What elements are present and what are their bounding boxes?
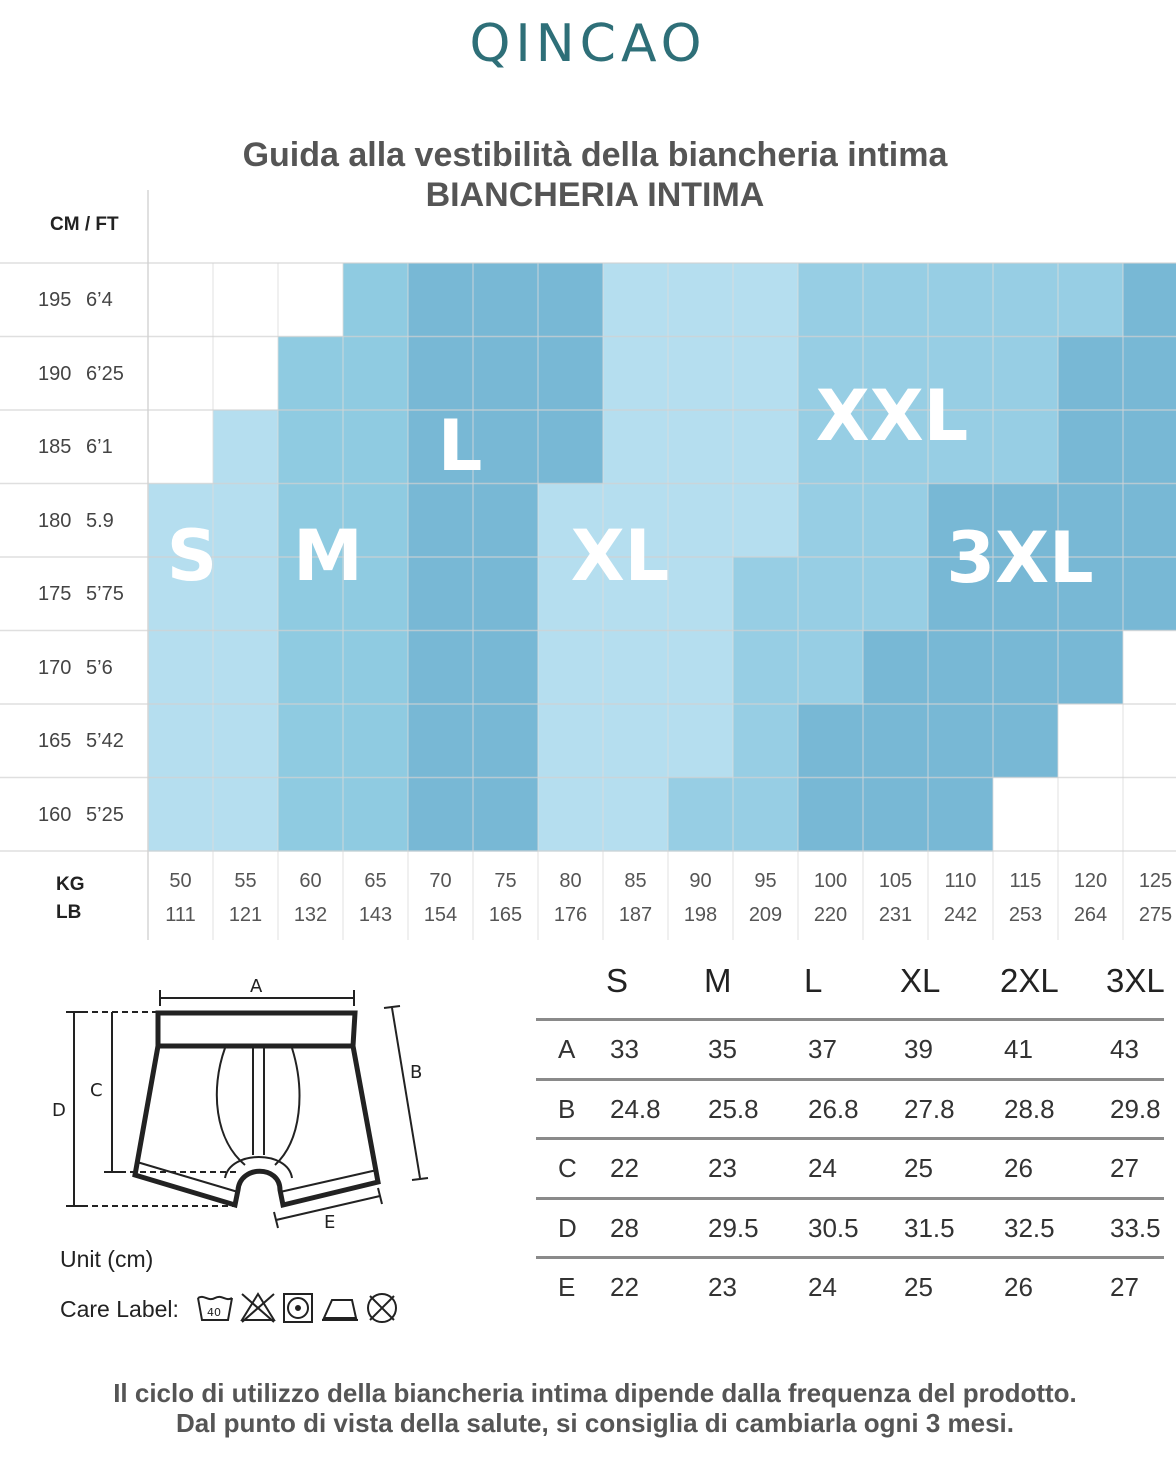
table-cell: 24 xyxy=(808,1153,837,1183)
zone-cell-M xyxy=(343,410,409,484)
size-label-XL: XL xyxy=(570,515,670,597)
zone-cell-L xyxy=(408,484,474,558)
weight-lb: 132 xyxy=(293,904,328,926)
weight-kg: 65 xyxy=(364,870,387,892)
weight-kg: 50 xyxy=(169,870,192,892)
weight-kg: 75 xyxy=(494,870,517,892)
height-label xyxy=(38,289,113,312)
zone-cell-L xyxy=(473,704,539,778)
zone-cell-S xyxy=(148,778,214,852)
zone-cell-L xyxy=(473,778,539,852)
table-divider xyxy=(536,1256,1164,1259)
height-ft: 5.9 xyxy=(86,509,114,532)
table-cell: 23 xyxy=(708,1272,737,1302)
size-label-L: L xyxy=(437,405,483,487)
zone-cell-XL xyxy=(668,263,734,337)
zone-cell-3XL xyxy=(863,704,929,778)
table-row-label: A xyxy=(558,1034,576,1064)
height-ft: 6’25 xyxy=(86,362,124,385)
size-label-S: S xyxy=(166,515,218,597)
weight-lb: 231 xyxy=(878,904,913,926)
height-cm: 185 xyxy=(38,436,72,458)
weight-kg: 120 xyxy=(1073,870,1108,892)
table-cell: 25 xyxy=(904,1153,933,1183)
zone-cell-XL xyxy=(668,557,734,631)
weight-lb: 209 xyxy=(748,904,783,926)
table-cell: 27 xyxy=(1110,1153,1139,1183)
height-ft: 5’42 xyxy=(86,730,124,752)
table-cell: 30.5 xyxy=(808,1212,859,1243)
zone-cell-3XL xyxy=(1123,263,1176,337)
tumble-dry-icon xyxy=(284,1294,312,1322)
size-label-M: M xyxy=(293,515,363,597)
zone-cell-3XL xyxy=(1123,337,1176,411)
page-title: Guida alla vestibilità della biancheria intima xyxy=(242,136,948,174)
height-label xyxy=(38,583,124,606)
zone-cell-empty xyxy=(1123,631,1176,705)
zone-cell-XXL xyxy=(733,778,799,852)
table-cell: 25.8 xyxy=(708,1093,759,1124)
height-axis-label: CM / FT xyxy=(50,214,119,235)
dim-label-b: B xyxy=(410,1062,423,1083)
table-cell: 37 xyxy=(808,1034,837,1064)
size-label-3XL: 3XL xyxy=(946,517,1094,599)
zone-cell-L xyxy=(538,263,604,337)
weight-lb: 220 xyxy=(813,904,848,926)
table-cell: 32.5 xyxy=(1004,1212,1055,1243)
zone-cell-XL xyxy=(603,631,669,705)
table-divider xyxy=(536,1018,1164,1021)
zone-cell-L xyxy=(408,263,474,337)
weight-kg: 115 xyxy=(1009,870,1042,892)
table-cell: 31.5 xyxy=(904,1212,955,1243)
zone-cell-empty xyxy=(148,337,214,411)
care-icons xyxy=(196,1290,406,1326)
svg-text:40: 40 xyxy=(207,1306,221,1319)
zone-cell-3XL xyxy=(863,631,929,705)
weight-kg: 105 xyxy=(878,870,913,892)
zone-cell-L xyxy=(538,410,604,484)
table-cell: 24 xyxy=(808,1272,837,1302)
zone-cell-S xyxy=(213,704,279,778)
zone-cell-S xyxy=(148,631,214,705)
table-cell: 29.5 xyxy=(708,1212,759,1243)
zone-cell-XL xyxy=(733,484,799,558)
brand-logo-text: QINCAO xyxy=(469,14,707,74)
no-dry-clean-icon xyxy=(368,1294,396,1322)
zone-cell-XL xyxy=(733,410,799,484)
zone-cell-L xyxy=(473,410,539,484)
zone-cell-XL xyxy=(538,704,604,778)
zone-cell-M xyxy=(343,778,409,852)
zone-cell-XL xyxy=(603,704,669,778)
zone-cell-XL xyxy=(668,337,734,411)
zone-cell-3XL xyxy=(1123,484,1176,558)
zone-cell-L xyxy=(408,557,474,631)
wash-40-icon xyxy=(198,1297,232,1320)
zone-cell-XL xyxy=(733,337,799,411)
height-ft: 6’1 xyxy=(86,436,113,458)
weight-kg: 55 xyxy=(234,870,257,892)
zone-cell-M xyxy=(278,778,344,852)
zone-cell-S xyxy=(213,631,279,705)
table-cell: 26 xyxy=(1004,1153,1033,1183)
zone-cell-empty xyxy=(1123,778,1176,852)
zone-cell-XL xyxy=(733,263,799,337)
zone-cell-3XL xyxy=(928,704,994,778)
height-label xyxy=(38,363,124,386)
zone-cell-S xyxy=(213,484,279,558)
table-cell: 41 xyxy=(1004,1034,1033,1064)
zone-cell-XXL xyxy=(798,557,864,631)
weight-lb: 111 xyxy=(165,904,196,926)
height-ft: 6’4 xyxy=(86,289,113,311)
table-cell: 26.8 xyxy=(808,1093,859,1124)
zone-cell-XXL xyxy=(1058,263,1124,337)
table-divider xyxy=(536,1078,1164,1081)
zone-cell-L xyxy=(473,337,539,411)
zone-cell-empty xyxy=(213,337,279,411)
zone-cell-XL xyxy=(668,704,734,778)
zone-cell-XL xyxy=(603,410,669,484)
zone-cell-XXL xyxy=(863,263,929,337)
zone-cell-S xyxy=(213,778,279,852)
zone-cell-3XL xyxy=(1058,410,1124,484)
zone-cell-XXL xyxy=(863,557,929,631)
height-ft: 5’25 xyxy=(86,803,124,826)
zone-cell-XXL xyxy=(798,484,864,558)
zone-cell-XL xyxy=(603,263,669,337)
zone-cell-3XL xyxy=(1058,337,1124,411)
height-cm: 195 xyxy=(38,289,72,311)
table-divider xyxy=(536,1197,1164,1200)
dim-label-c: C xyxy=(90,1080,103,1101)
table-cell: 35 xyxy=(708,1034,737,1064)
zone-cell-XXL xyxy=(863,484,929,558)
table-cell: 24.8 xyxy=(610,1093,661,1124)
zone-cell-M xyxy=(278,704,344,778)
zone-cell-XL xyxy=(668,410,734,484)
weight-lb: 264 xyxy=(1073,904,1108,926)
height-cm: 180 xyxy=(38,509,72,532)
weight-lb: 275 xyxy=(1138,904,1173,926)
dim-label-a: A xyxy=(250,976,263,997)
zone-cell-3XL xyxy=(1123,410,1176,484)
height-cm: 175 xyxy=(38,583,72,605)
zone-cell-XXL xyxy=(798,631,864,705)
weight-kg: 110 xyxy=(944,870,977,892)
weight-lb: 154 xyxy=(423,904,458,926)
weight-axis-label-lb: LB xyxy=(56,902,82,923)
zone-cell-XXL xyxy=(733,631,799,705)
zone-cell-XXL xyxy=(993,337,1059,411)
zone-cell-S xyxy=(213,410,279,484)
zone-cell-L xyxy=(408,337,474,411)
table-header: L xyxy=(804,962,823,999)
dim-label-e: E xyxy=(324,1212,336,1230)
page-subtitle: BIANCHERIA INTIMA xyxy=(425,176,765,214)
zone-cell-3XL xyxy=(1058,631,1124,705)
zone-cell-M xyxy=(278,337,344,411)
zone-cell-empty xyxy=(278,263,344,337)
zone-cell-3XL xyxy=(863,778,929,852)
zone-cell-M xyxy=(343,263,409,337)
weight-lb: 165 xyxy=(488,904,523,926)
table-cell: 33.5 xyxy=(1110,1212,1161,1243)
table-cell: 25 xyxy=(904,1272,933,1302)
footer-line-2: Dal punto di vista della salute, si consiglia di cambiarla ogni 3 mesi. xyxy=(175,1408,1015,1438)
height-label xyxy=(38,657,113,680)
dry-flat-icon xyxy=(322,1300,358,1320)
height-label xyxy=(38,804,124,827)
weight-lb: 143 xyxy=(358,904,393,926)
weight-lb: 253 xyxy=(1008,904,1043,926)
table-header: M xyxy=(704,962,732,999)
zone-cell-L xyxy=(408,631,474,705)
zone-cell-XL xyxy=(668,484,734,558)
weight-lb: 198 xyxy=(683,904,718,926)
zone-cell-XL xyxy=(668,631,734,705)
table-cell: 22 xyxy=(610,1153,639,1183)
zone-cell-XXL xyxy=(733,557,799,631)
weight-lb: 121 xyxy=(228,904,263,926)
zone-cell-3XL xyxy=(798,778,864,852)
zone-cell-3XL xyxy=(993,704,1059,778)
zone-cell-M xyxy=(278,410,344,484)
zone-cell-XXL xyxy=(928,263,994,337)
table-header: XL xyxy=(900,962,941,999)
table-row-label: D xyxy=(558,1212,577,1243)
table-cell: 28 xyxy=(610,1212,639,1243)
height-cm: 190 xyxy=(38,362,72,385)
zone-cell-L xyxy=(408,704,474,778)
table-header: 3XL xyxy=(1106,962,1165,999)
zone-cell-empty xyxy=(1058,778,1124,852)
table-cell: 39 xyxy=(904,1034,933,1064)
zone-cell-M xyxy=(343,337,409,411)
height-cm: 165 xyxy=(38,730,72,752)
table-cell: 28.8 xyxy=(1004,1093,1055,1124)
table-cell: 43 xyxy=(1110,1034,1139,1064)
zone-cell-L xyxy=(473,557,539,631)
zone-cell-M xyxy=(343,631,409,705)
zone-cell-XXL xyxy=(798,263,864,337)
zone-cell-XL xyxy=(603,778,669,852)
zone-cell-empty xyxy=(148,410,214,484)
zone-cell-empty xyxy=(993,778,1059,852)
table-header: S xyxy=(606,962,629,999)
unit-label: Unit (cm) xyxy=(60,1246,154,1272)
zone-cell-XL xyxy=(603,337,669,411)
size-label-XXL: XXL xyxy=(815,375,969,457)
care-label-text: Care Label: xyxy=(60,1296,179,1322)
weight-kg: 85 xyxy=(624,870,647,892)
weight-kg: 90 xyxy=(689,870,712,892)
zone-cell-3XL xyxy=(798,704,864,778)
zone-cell-empty xyxy=(1058,704,1124,778)
table-header: 2XL xyxy=(1000,962,1059,999)
zone-cell-S xyxy=(148,704,214,778)
zone-cell-empty xyxy=(213,263,279,337)
no-bleach-icon xyxy=(242,1294,274,1322)
height-ft: 5’75 xyxy=(86,583,124,605)
table-row-label: B xyxy=(558,1093,576,1124)
zone-cell-L xyxy=(473,263,539,337)
table-cell: 27 xyxy=(1110,1272,1139,1302)
footer-line-1: Il ciclo di utilizzo della biancheria intima dipende dalla frequenza del prodotto. xyxy=(113,1378,1077,1408)
height-cm: 170 xyxy=(38,656,72,679)
table-cell: 22 xyxy=(610,1272,639,1302)
zone-cell-XXL xyxy=(733,704,799,778)
weight-axis-label-kg: KG xyxy=(56,874,85,895)
table-row-label: E xyxy=(558,1272,576,1302)
table-cell: 23 xyxy=(708,1153,737,1183)
table-divider xyxy=(536,1137,1164,1140)
care-label-row xyxy=(60,1296,179,1323)
zone-cell-XL xyxy=(538,778,604,852)
zone-cell-S xyxy=(213,557,279,631)
weight-lb: 187 xyxy=(618,904,653,926)
weight-lb: 176 xyxy=(553,904,588,926)
dim-label-d: D xyxy=(52,1100,66,1121)
weight-kg: 95 xyxy=(754,870,777,892)
zone-cell-M xyxy=(343,704,409,778)
table-cell: 26 xyxy=(1004,1272,1033,1302)
zone-cell-L xyxy=(473,484,539,558)
weight-kg: 70 xyxy=(429,870,452,892)
zone-cell-3XL xyxy=(1123,557,1176,631)
zone-cell-L xyxy=(538,337,604,411)
zone-cell-L xyxy=(408,778,474,852)
zone-cell-3XL xyxy=(928,631,994,705)
weight-kg: 100 xyxy=(813,870,848,892)
zone-cell-empty xyxy=(1123,704,1176,778)
height-label xyxy=(38,436,113,459)
zone-cell-XXL xyxy=(993,263,1059,337)
zone-cell-XXL xyxy=(668,778,734,852)
zone-cell-3XL xyxy=(928,778,994,852)
table-cell: 29.8 xyxy=(1110,1093,1161,1124)
underwear-diagram xyxy=(40,970,440,1230)
height-label xyxy=(38,510,114,533)
zone-cell-L xyxy=(473,631,539,705)
table-cell: 33 xyxy=(610,1034,639,1064)
weight-lb: 242 xyxy=(943,904,978,926)
height-label xyxy=(38,730,124,753)
weight-kg: 80 xyxy=(559,870,582,892)
zone-cell-M xyxy=(278,631,344,705)
weight-kg: 60 xyxy=(299,870,322,892)
zone-cell-3XL xyxy=(993,631,1059,705)
weight-kg: 125 xyxy=(1138,870,1173,892)
height-ft: 5’6 xyxy=(86,656,113,679)
table-cell: 27.8 xyxy=(904,1093,955,1124)
zone-cell-empty xyxy=(148,263,214,337)
table-row-label: C xyxy=(558,1153,577,1183)
height-cm: 160 xyxy=(38,803,72,826)
zone-cell-XXL xyxy=(993,410,1059,484)
zone-cell-XL xyxy=(538,631,604,705)
